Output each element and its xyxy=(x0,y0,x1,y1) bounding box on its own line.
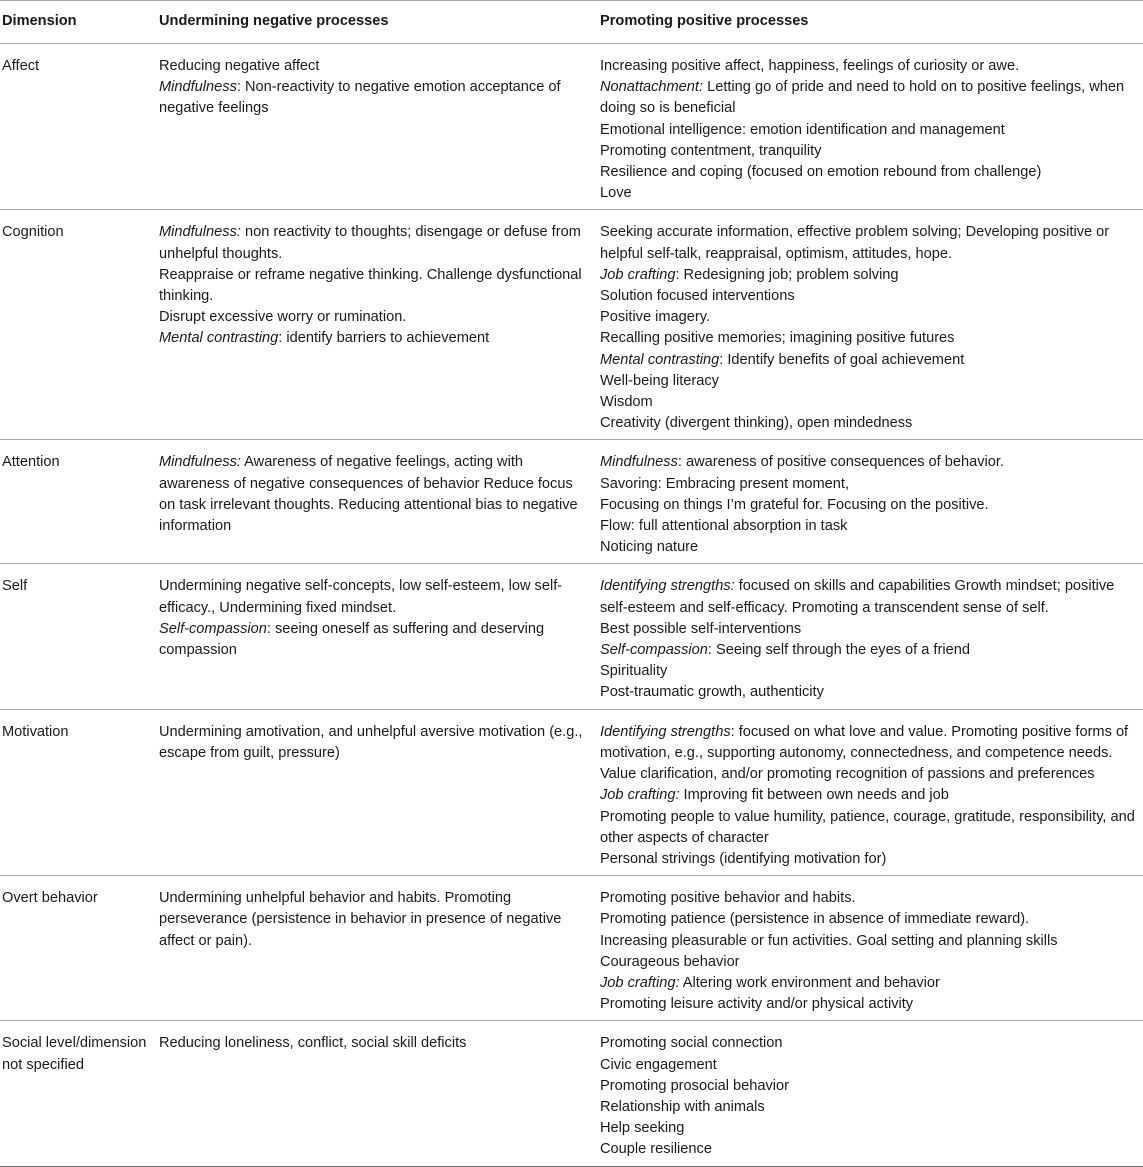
table-header xyxy=(0,1,1143,44)
positive-item xyxy=(600,888,1137,909)
dimension-cell: Motivation xyxy=(0,709,156,875)
item-text: Courageous behavior xyxy=(600,953,740,970)
item-text: Promoting social connection xyxy=(600,1035,783,1052)
item-text: : Identify benefits of goal achievement xyxy=(719,351,965,368)
item-text: Promoting people to value humility, patience, courage, gratitude, responsibility, and other aspects of character xyxy=(600,808,1135,846)
dimension-cell: Social level/dimension not specified xyxy=(0,1021,156,1166)
item-text: Civic engagement xyxy=(600,1056,717,1073)
positive-item xyxy=(600,56,1137,77)
positive-item xyxy=(600,413,1137,434)
table-row xyxy=(0,876,1143,1021)
negative-item xyxy=(159,222,592,264)
item-text: Increasing pleasurable or fun activities. Goal setting and planning skills xyxy=(600,932,1058,949)
table-row xyxy=(0,210,1143,440)
negative-cell xyxy=(156,1021,598,1166)
dimension-cell: Attention xyxy=(0,440,156,564)
item-text: Value clarification, and/or promoting recognition of passions and preferences xyxy=(600,766,1095,783)
item-text: Focusing on things I’m grateful for. Focusing on the positive. xyxy=(600,496,989,513)
positive-item xyxy=(600,1097,1137,1118)
item-text: Spirituality xyxy=(600,663,668,680)
positive-item xyxy=(600,952,1137,973)
negative-item xyxy=(159,328,592,349)
technique-term: Self-compassion xyxy=(159,620,267,637)
positive-item xyxy=(600,931,1137,952)
item-text: Positive imagery. xyxy=(600,309,711,326)
positive-item xyxy=(600,77,1137,119)
item-text: Wisdom xyxy=(600,394,653,411)
positive-item xyxy=(600,371,1137,392)
negative-cell xyxy=(156,876,598,1021)
positive-item xyxy=(600,1076,1137,1097)
positive-item xyxy=(600,222,1137,264)
header-dimension: Dimension xyxy=(0,1,156,44)
positive-item xyxy=(600,973,1137,994)
item-text: Improving fit between own needs and job xyxy=(679,787,949,804)
item-text: Recalling positive memories; imagining positive futures xyxy=(600,330,955,347)
item-text: Reappraise or reframe negative thinking. Challenge dysfunctional thinking. xyxy=(159,266,582,305)
negative-cell xyxy=(156,564,598,709)
item-text: Promoting positive behavior and habits. xyxy=(600,890,856,907)
positive-item xyxy=(600,722,1137,764)
positive-item xyxy=(600,1118,1137,1139)
positive-item xyxy=(600,474,1137,495)
dimension-cell: Affect xyxy=(0,44,156,210)
item-text: Undermining amotivation, and unhelpful aversive motivation (e.g., escape from guilt, pressure) xyxy=(159,723,583,761)
positive-item xyxy=(600,350,1137,371)
positive-item xyxy=(600,1139,1137,1160)
positive-cell xyxy=(598,440,1143,564)
item-text: Emotional intelligence: emotion identification and management xyxy=(600,121,1005,138)
negative-item xyxy=(159,1033,592,1054)
positive-item xyxy=(600,1055,1137,1076)
negative-item xyxy=(159,576,592,618)
negative-item xyxy=(159,307,592,328)
negative-cell xyxy=(156,210,598,440)
item-text: : awareness of positive consequences of behavior. xyxy=(677,454,1005,471)
positive-item xyxy=(600,120,1137,141)
positive-item xyxy=(600,661,1137,682)
item-text: Couple resilience xyxy=(600,1141,712,1158)
positive-item xyxy=(600,141,1137,162)
item-text: Well-being literacy xyxy=(600,372,719,389)
item-text: Creativity (divergent thinking), open mindedness xyxy=(600,415,913,432)
table-row xyxy=(0,1021,1143,1166)
positive-item xyxy=(600,286,1137,307)
positive-cell xyxy=(598,876,1143,1021)
negative-item xyxy=(159,56,592,77)
positive-cell xyxy=(598,564,1143,709)
item-text: Reducing loneliness, conflict, social skill deficits xyxy=(159,1035,467,1052)
positive-item xyxy=(600,265,1137,286)
negative-item xyxy=(159,265,592,307)
positive-item xyxy=(600,994,1137,1015)
item-text: Promoting prosocial behavior xyxy=(600,1077,790,1094)
header-row xyxy=(0,1,1143,44)
technique-term: Job crafting xyxy=(600,266,676,283)
technique-term: Job crafting: xyxy=(600,974,680,991)
item-text: Promoting leisure activity and/or physical activity xyxy=(600,996,914,1013)
item-text: : focused on what love and value. Promoting positive forms of motivation, e.g., supporting autonomy, connectedness, and competence needs. xyxy=(600,723,1129,761)
item-text: Solution focused interventions xyxy=(600,288,795,305)
positive-item xyxy=(600,452,1137,473)
item-text: : seeing oneself as suffering and deserving compassion xyxy=(159,620,545,659)
table-row xyxy=(0,44,1143,210)
technique-term: Self-compassion xyxy=(600,642,708,659)
technique-term: Identifying strengths: xyxy=(600,578,735,595)
negative-item xyxy=(159,619,592,661)
positive-item xyxy=(600,162,1137,183)
positive-item xyxy=(600,909,1137,930)
dimension-cell: Cognition xyxy=(0,210,156,440)
positive-item xyxy=(600,537,1137,558)
positive-item xyxy=(600,1033,1137,1054)
technique-term: Mental contrasting xyxy=(159,330,279,347)
item-text: non reactivity to thoughts; disengage or defuse from unhelpful thoughts. xyxy=(159,224,581,262)
item-text: Personal strivings (identifying motivation for) xyxy=(600,850,887,867)
item-text: Relationship with animals xyxy=(600,1098,765,1115)
item-text: : Seeing self through the eyes of a friend xyxy=(707,642,970,659)
item-text: Post-traumatic growth, authenticity xyxy=(600,684,824,701)
item-text: Increasing positive affect, happiness, feelings of curiosity or awe. xyxy=(600,58,1020,74)
positive-cell xyxy=(598,1021,1143,1166)
positive-item xyxy=(600,849,1137,870)
table-body xyxy=(0,44,1143,1167)
item-text: focused on skills and capabilities Growth mindset; positive self-esteem and self-efficacy. Promoting a transcendent sense of self. xyxy=(600,578,1115,616)
negative-cell xyxy=(156,709,598,875)
item-text: Undermining unhelpful behavior and habits. Promoting perseverance (persistence in behavior in presence of negative affect or pain). xyxy=(159,890,562,949)
item-text: Disrupt excessive worry or rumination. xyxy=(159,309,407,326)
item-text: : Redesigning job; problem solving xyxy=(675,266,899,283)
item-text: : Non-reactivity to negative emotion acceptance of negative feelings xyxy=(159,79,561,117)
technique-term: Job crafting: xyxy=(600,787,680,804)
positive-item xyxy=(600,619,1137,640)
header-negative: Undermining negative processes xyxy=(156,1,598,44)
technique-term: Mindfulness: xyxy=(159,454,241,471)
technique-term: Mindfulness xyxy=(159,79,237,96)
technique-term: Mindfulness: xyxy=(159,224,241,241)
dimension-cell: Self xyxy=(0,564,156,709)
positive-item xyxy=(600,183,1137,204)
positive-item xyxy=(600,682,1137,703)
positive-item xyxy=(600,516,1137,537)
item-text: Love xyxy=(600,185,632,202)
positive-cell xyxy=(598,210,1143,440)
technique-term: Nonattachment: xyxy=(600,79,704,96)
negative-item xyxy=(159,888,592,952)
item-text: Promoting patience (persistence in absence of immediate reward). xyxy=(600,911,1030,928)
dimension-cell: Overt behavior xyxy=(0,876,156,1021)
item-text: Letting go of pride and need to hold on to positive feelings, when doing so is beneficial xyxy=(600,79,1125,117)
table-row xyxy=(0,440,1143,564)
technique-term: Mindfulness xyxy=(600,454,678,471)
negative-cell xyxy=(156,440,598,564)
positive-item xyxy=(600,307,1137,328)
negative-item xyxy=(159,722,592,764)
technique-term: Identifying strengths xyxy=(600,723,731,740)
negative-item xyxy=(159,77,592,119)
item-text: : identify barriers to achievement xyxy=(278,330,490,347)
item-text: Undermining negative self-concepts, low self-esteem, low self-efficacy., Undermining fixed mindset. xyxy=(159,578,563,616)
item-text: Resilience and coping (focused on emotion rebound from challenge) xyxy=(600,164,1042,181)
positive-item xyxy=(600,785,1137,806)
positive-item xyxy=(600,392,1137,413)
item-text: Best possible self-interventions xyxy=(600,620,802,637)
positive-item xyxy=(600,807,1137,849)
item-text: Reducing negative affect xyxy=(159,58,320,74)
item-text: Promoting contentment, tranquility xyxy=(600,142,822,159)
item-text: Flow: full attentional absorption in task xyxy=(600,518,848,535)
item-text: Noticing nature xyxy=(600,539,699,556)
positive-item xyxy=(600,495,1137,516)
positive-item xyxy=(600,764,1137,785)
positive-item xyxy=(600,640,1137,661)
item-text: Help seeking xyxy=(600,1120,685,1137)
negative-item xyxy=(159,452,592,537)
header-positive: Promoting positive processes xyxy=(598,1,1143,44)
positive-item xyxy=(600,328,1137,349)
positive-cell xyxy=(598,709,1143,875)
negative-cell xyxy=(156,44,598,210)
table-row xyxy=(0,564,1143,709)
item-text: Savoring: Embracing present moment, xyxy=(600,475,850,492)
positive-cell xyxy=(598,44,1143,210)
item-text: Altering work environment and behavior xyxy=(679,974,940,991)
table-row xyxy=(0,709,1143,875)
technique-term: Mental contrasting xyxy=(600,351,720,368)
item-text: Seeking accurate information, effective problem solving; Developing positive or helpful self-talk, reappraisal, optimism, attitudes, hope. xyxy=(600,224,1110,262)
item-text: Awareness of negative feelings, acting with awareness of negative consequences of behavior Reduce focus on task irrelevant thoughts. Reducing attentional bias to negative information xyxy=(159,454,578,535)
positive-item xyxy=(600,576,1137,618)
